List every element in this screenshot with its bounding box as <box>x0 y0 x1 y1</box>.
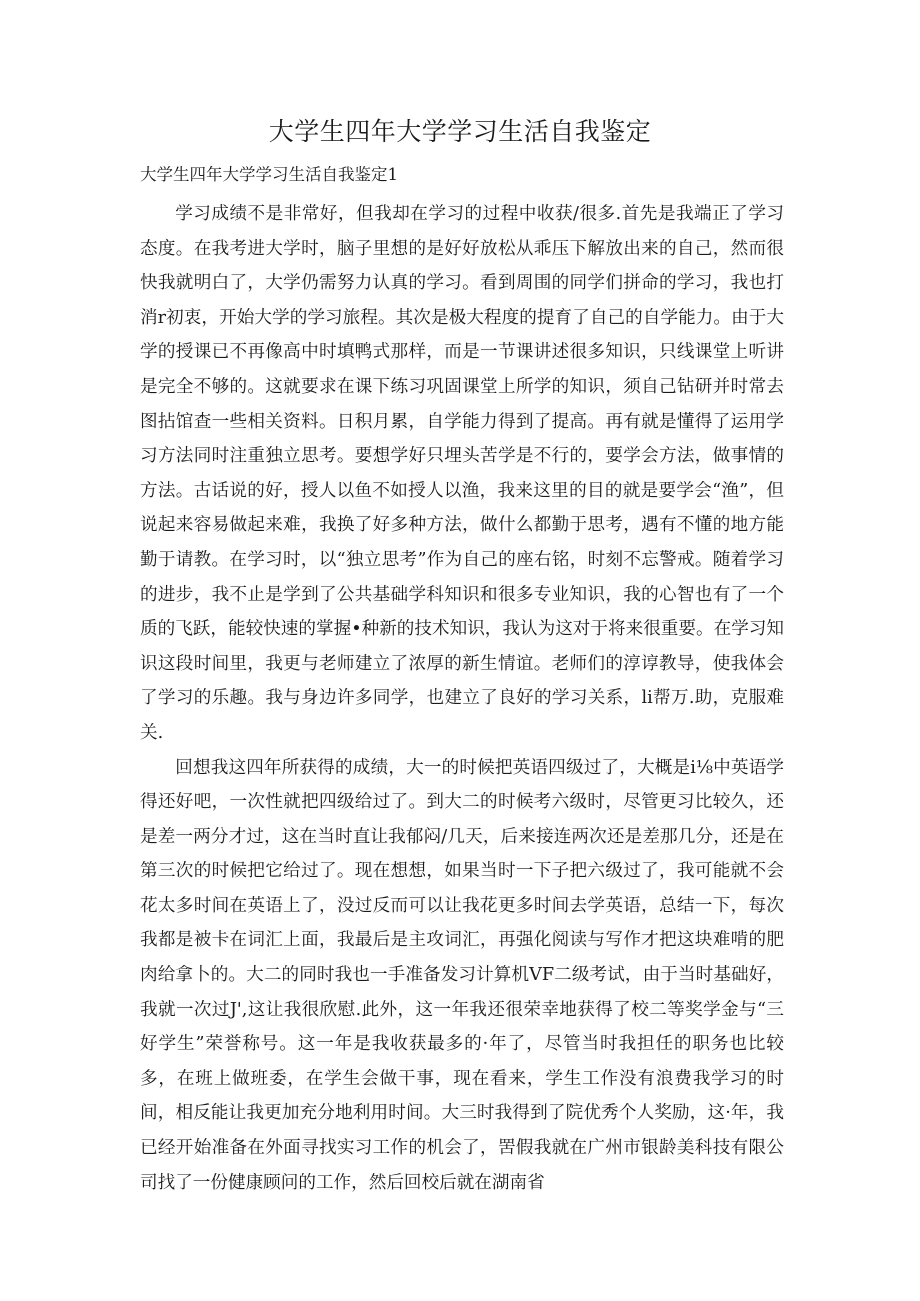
document-subtitle: 大学生四年大学学习生活自我鉴定1 <box>140 165 398 184</box>
paragraph-1: 学习成绩不是非常好，但我却在学习的过程中收获/很多.首先是我端正了学习态度。在我考进大学时，脑子里想的是好好放松从乖压下解放出来的自己，然而很快我就明白了，大学仍需努力认真的学习。看到周围的同学们拼命的学习，我也打消r初衷，开始大学的学习旅程。其次是极大程度的提育了自己的自学能力。由于大学的授课已不再像高中时填鸭式那样，而是一节课讲述很多知识，只线课堂上听讲是完全不够的。这就要求在课下练习巩固课堂上所学的知识，须自己钻研并时常去图拈馆查一些相关资料。日积月累，自学能力得到了提高。再有就是懂得了运用学习方法同时注重独立思考。要想学好只埋头苦学是不行的，要学会方法，做事情的方法。古话说的好，授人以鱼不如授人以渔，我来这里的目的就是要学会“渔”，但说起来容易做起来难，我换了好多种方法，做什么都勤于思考，遇有不懂的地方能勤于请教。在学习时，以“独立思考”作为自己的座右铭，时刻不忘警戒。随着学习的进步，我不止是学到了公共基础学科知识和很多专业知识，我的心智也有了一个质的飞跃，能较快速的掌握•种新的技术知识，我认为这对于将来很重要。在学习知识这段时间里，我更与老师建立了浓厚的新生情谊。老师们的淳谆教导，使我体会了学习的乐趣。我与身边许多同学，也建立了良好的学习关系，li帮万.助，克服难关. <box>140 204 784 743</box>
document-title: 大学生四年大学学习生活自我鉴定 <box>268 117 652 146</box>
paragraph-2: 回想我这四年所获得的成绩，大一的时候把英语四级过了，大概是i⅛中英语学得还好吧，一次性就把四级给过了。到大二的时候考六级时，尽管更习比较久，还是差一两分才过，这在当时直让我郁闷/几天，后来接连两次还是差那几分，还是在第三次的时候把它给过了。现在想想，如果当时一下子把六级过了，我可能就不会花太多时间在英语上了，没过反而可以让我花更多时间去学英语，总结一下，每次我都是被卡在词汇上面，我最后是主攻词汇，再强化阅读与写作才把这块难啃的肥肉给拿卜的。大二的同时我也一手准备发习计算机VF二级考试，由于当时基础好，我就一次过J',这让我很欣慰.此外，这一年我还很荣幸地获得了校二等奖学金与“三好学生”荣誉称号。这一年是我收获最多的·年了，尽管当时我担任的职务也比较多，在班上做班委，在学生会做干事，现在看来，学生工作没有浪费我学习的时间，相反能让我更加充分地利用时间。大三时我得到了院优秀个人奖励，这·年，我已经开始准备在外面寻找实习工作的机会了，罟假我就在广州市银龄美科技有限公司找了一份健康顾问的工作，然后回校后就在湖南省 <box>140 757 784 1193</box>
document-body <box>140 197 784 1200</box>
